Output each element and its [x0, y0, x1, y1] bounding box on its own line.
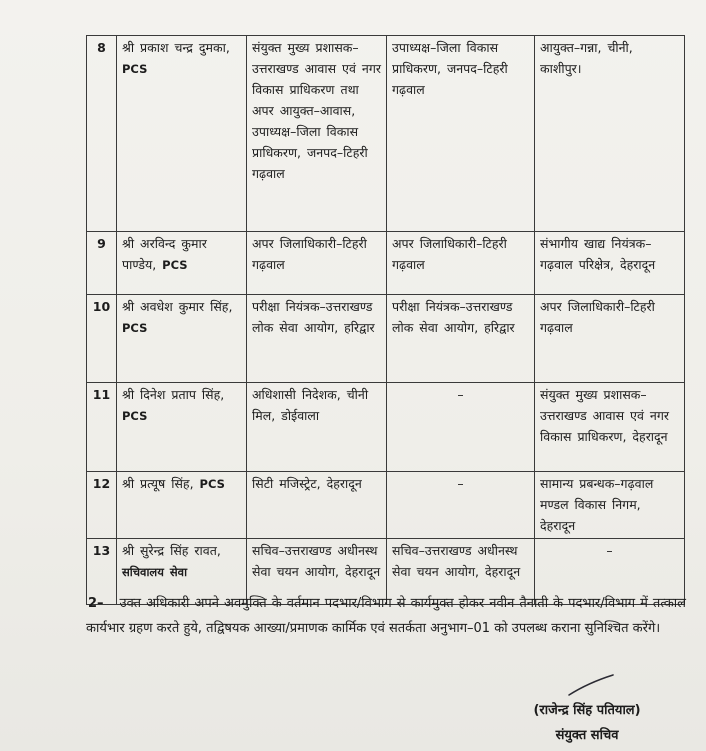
current-posting: सचिव–उत्तराखण्ड अधीनस्थ सेवा चयन आयोग, देहरादून: [247, 539, 387, 605]
new-posting: आयुक्त–गन्ना, चीनी, काशीपुर।: [535, 36, 685, 232]
officer-name: श्री अरविन्द कुमार पाण्डेय, PCS: [117, 232, 247, 295]
officer-name: श्री अवधेश कुमार सिंह, PCS: [117, 295, 247, 383]
relieved-posting: परीक्षा नियंत्रक–उत्तराखण्ड लोक सेवा आयोग, हरिद्वार: [387, 295, 535, 383]
relieved-posting: –: [387, 472, 535, 539]
signatory-name: (राजेन्द्र सिंह पतियाल): [533, 703, 641, 718]
paragraph-number: 2–: [88, 596, 104, 611]
current-posting: परीक्षा नियंत्रक–उत्तराखण्ड लोक सेवा आयोग, हरिद्वार: [247, 295, 387, 383]
officer-name: श्री दिनेश प्रताप सिंह, PCS: [117, 383, 247, 472]
signature-mark-icon: [566, 672, 616, 698]
serial-number: 8: [87, 36, 117, 232]
officer-rank: PCS: [122, 321, 148, 335]
table-row: [87, 295, 685, 383]
table-row: [87, 36, 685, 232]
table-row: [87, 383, 685, 472]
current-posting: संयुक्त मुख्य प्रशासक–उत्तराखण्ड आवास एवं नगर विकास प्राधिकरण तथा अपर आयुक्त–आवास, उपाध्यक्ष–जिला विकास प्राधिकरण, जनपद–टिहरी गढ़वाल: [247, 36, 387, 232]
instruction-paragraph: [86, 591, 686, 641]
serial-number: 9: [87, 232, 117, 295]
serial-number: 10: [87, 295, 117, 383]
officer-rank: PCS: [199, 477, 225, 491]
officer-name: श्री प्रकाश चन्द्र दुमका, PCS: [117, 36, 247, 232]
officer-rank: सचिवालय सेवा: [122, 565, 188, 579]
new-posting: –: [535, 539, 685, 605]
transfer-table: [86, 35, 685, 605]
table-row: [87, 232, 685, 295]
serial-number: 11: [87, 383, 117, 472]
serial-number: 13: [87, 539, 117, 605]
relieved-posting: सचिव–उत्तराखण्ड अधीनस्थ सेवा चयन आयोग, देहरादून: [387, 539, 535, 605]
officer-name: श्री सुरेन्द्र सिंह रावत, सचिवालय सेवा: [117, 539, 247, 605]
serial-number: 12: [87, 472, 117, 539]
officer-name: श्री प्रत्यूष सिंह, PCS: [117, 472, 247, 539]
paragraph-text: उक्त अधिकारी अपने अवमुक्ति के वर्तमान पदभार/विभाग से कार्यमुक्त होकर नवीन तैनाती के पदभार/विभाग में तत्काल कार्यभार ग्रहण करते हुये, तद्विषयक आख्या/प्रमाणक कार्मिक एवं सतर्कता अनुभाग–01 को उपलब्ध कराना सुनिश्चित करेंगे।: [86, 596, 686, 636]
officer-rank: PCS: [122, 409, 148, 423]
current-posting: अपर जिलाधिकारी–टिहरी गढ़वाल: [247, 232, 387, 295]
officer-rank: PCS: [122, 62, 148, 76]
relieved-posting: उपाध्यक्ष–जिला विकास प्राधिकरण, जनपद–टिहरी गढ़वाल: [387, 36, 535, 232]
current-posting: सिटी मजिस्ट्रेट, देहरादून: [247, 472, 387, 539]
current-posting: अधिशासी निदेशक, चीनी मिल, डोईवाला: [247, 383, 387, 472]
new-posting: संयुक्त मुख्य प्रशासक–उत्तराखण्ड आवास एवं नगर विकास प्राधिकरण, देहरादून: [535, 383, 685, 472]
table-row: [87, 472, 685, 539]
signatory-designation: संयुक्त सचिव: [555, 728, 619, 743]
relieved-posting: अपर जिलाधिकारी–टिहरी गढ़वाल: [387, 232, 535, 295]
new-posting: सामान्य प्रबन्धक–गढ़वाल मण्डल विकास निगम, देहरादून: [535, 472, 685, 539]
relieved-posting: –: [387, 383, 535, 472]
new-posting: संभागीय खाद्य नियंत्रक–गढ़वाल परिक्षेत्र, देहरादून: [535, 232, 685, 295]
officer-rank: PCS: [162, 258, 188, 272]
new-posting: अपर जिलाधिकारी–टिहरी गढ़वाल: [535, 295, 685, 383]
